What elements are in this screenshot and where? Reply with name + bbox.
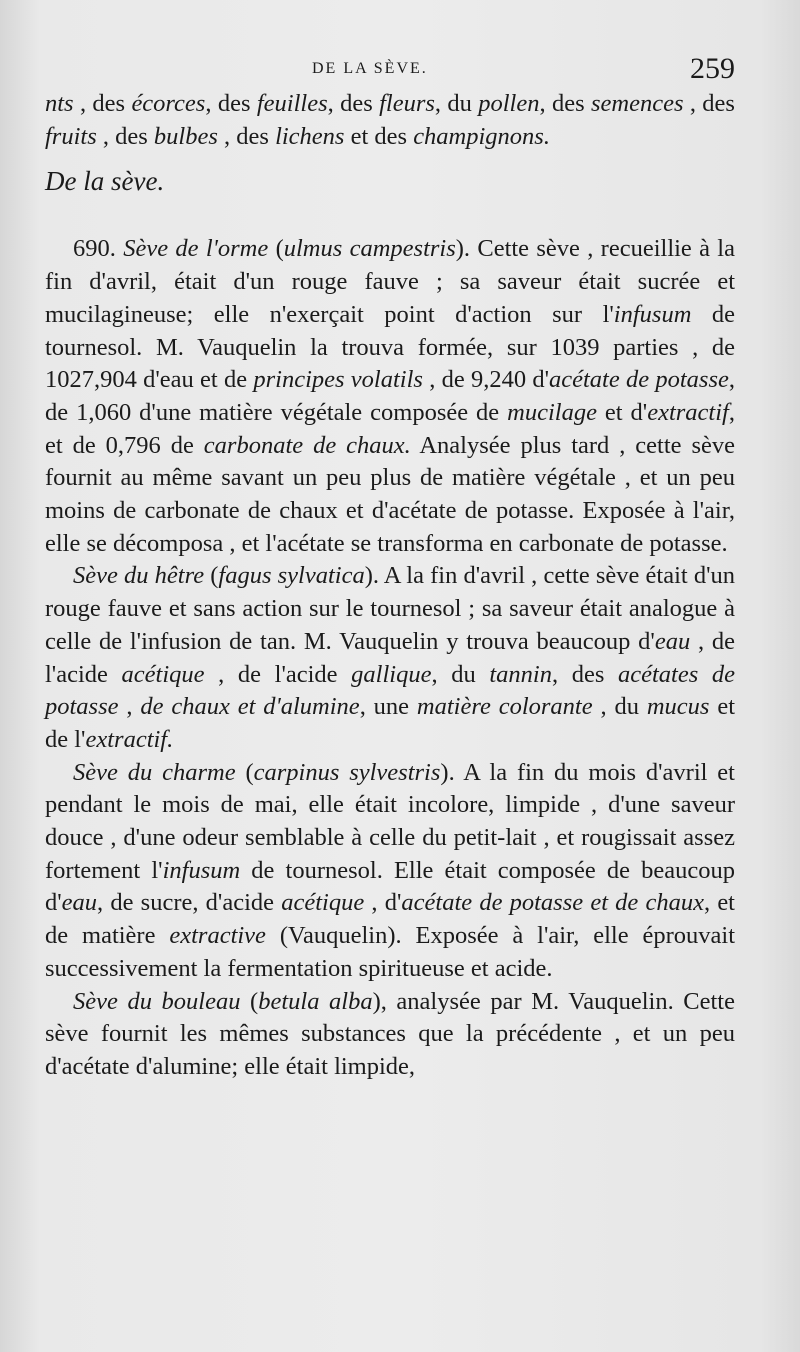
- paragraph-hetre: Sève du hêtre (fagus sylvatica). A la fin d'avril , cette sève était d'un rouge fauve et sans action sur le tournesol ; sa saveur était analogue à celle de l'infusion de tan. M. Vauquelin y trouva beaucoup d'eau , de l'acide acétique , de l'acide gallique, du tannin, des acétates de potasse , de chaux et d'alumine, une matière colorante , du mucus et de l'extractif.: [45, 562, 736, 753]
- page-header: [0, 52, 800, 92]
- running-title: DE LA SÈVE.: [312, 60, 428, 77]
- continuation-paragraph: nts , des écorces, des feuilles, des fleurs, du pollen, des semences , des fruits , des bulbes , des lichens et des champignons.: [45, 90, 735, 150]
- section-title: De la sève.: [45, 166, 165, 197]
- paragraph-bouleau: Sève du bouleau (betula alba), analysée par M. Vauquelin. Cette sève fournit les mêmes substances que la précédente , et un peu d'acétate d'alumine; elle était limpide,: [45, 987, 735, 1080]
- page-number: 259: [690, 52, 735, 85]
- paragraph-690: 690. Sève de l'orme (ulmus campestris). Cette sève , recueillie à la fin d'avril, était d'un rouge fauve ; sa saveur était sucrée et mucilagineuse; elle n'exerçait point d'action sur l'infusum de tournesol. M. Vauquelin la trouva formée, sur 1039 parties , de 1027,904 d'eau et de principes volatils , de 9,240 d'acétate de potasse, de 1,060 d'une matière végétale composée de mucilage et d'extractif, et de 0,796 de carbonate de chaux. Analysée plus tard , cette sève fournit au même savant un peu plus de matière végétale , et un peu moins de carbonate de chaux et d'acétate de potasse. Exposée à l'air, elle se décomposa , et l'acétate se transforma en carbonate de potasse.: [45, 235, 735, 557]
- paragraph-charme: Sève du charme (carpinus sylvestris). A la fin du mois d'avril et pendant le mois de mai, elle était incolore, limpide , d'une saveur douce , d'une odeur semblable à celle du petit-lait , et rougissait assez fortement l'infusum de tournesol. Elle était composée de beaucoup d'eau, de sucre, d'acide acétique , d'acétate de potasse et de chaux, et de matière extractive (Vauquelin). Exposée à l'air, elle éprouvait successivement la fermentation spiritueuse et acide.: [45, 758, 736, 982]
- body-text: [45, 88, 735, 1084]
